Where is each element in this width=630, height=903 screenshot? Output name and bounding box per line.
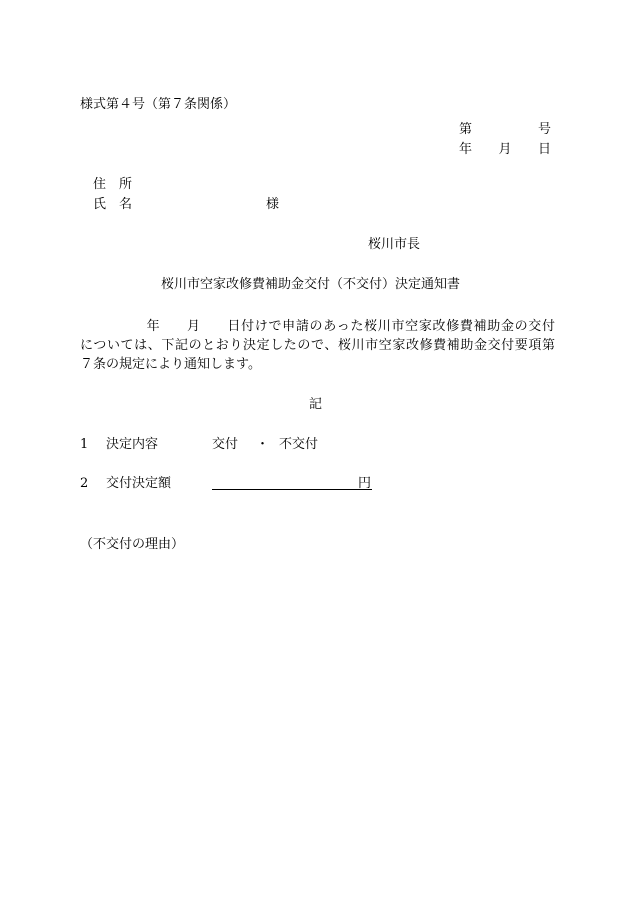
document-number-prefix: 第 — [459, 122, 473, 137]
issuer: 桜川市長 — [368, 237, 421, 252]
document-number-suffix: 号 — [537, 122, 551, 137]
option-grant: 交付 — [212, 437, 239, 452]
ki-heading: 記 — [309, 397, 323, 412]
body-line-1 — [80, 317, 555, 336]
body-year: 年 — [146, 319, 161, 334]
form-number: 様式第４号（第７条関係） — [80, 97, 237, 112]
date-month: 月 — [498, 142, 512, 157]
option-deny: 不交付 — [279, 437, 319, 452]
item-1-label: 決定内容 — [106, 437, 159, 452]
body-line-2: については、下記のとおり決定したので、桜川市空家改修費補助金交付要項第 — [80, 338, 555, 353]
amount-unit: 円 — [358, 476, 372, 491]
body-line-1-rest: 日付けで申請のあった桜川市空家改修費補助金の交付 — [226, 319, 555, 334]
address-label: 住 所 — [93, 177, 133, 192]
date-year: 年 — [459, 142, 473, 157]
body-month: 月 — [186, 319, 201, 334]
reason-label: （不交付の理由） — [80, 537, 185, 552]
body-paragraph — [80, 317, 555, 374]
document-title: 桜川市空家改修費補助金交付（不交付）決定通知書 — [161, 277, 461, 292]
issue-date — [459, 138, 551, 157]
item-1-number: 1 — [80, 437, 89, 452]
document-number — [459, 118, 551, 137]
honorific: 様 — [266, 197, 280, 212]
body-line-3: ７条の規定により通知します。 — [80, 357, 261, 372]
amount-underline — [212, 489, 372, 490]
date-day: 日 — [537, 142, 551, 157]
item-2-label: 交付決定額 — [106, 476, 172, 491]
item-2-number: 2 — [80, 476, 89, 491]
option-separator: ・ — [256, 437, 270, 452]
name-label: 氏 名 — [93, 197, 133, 212]
